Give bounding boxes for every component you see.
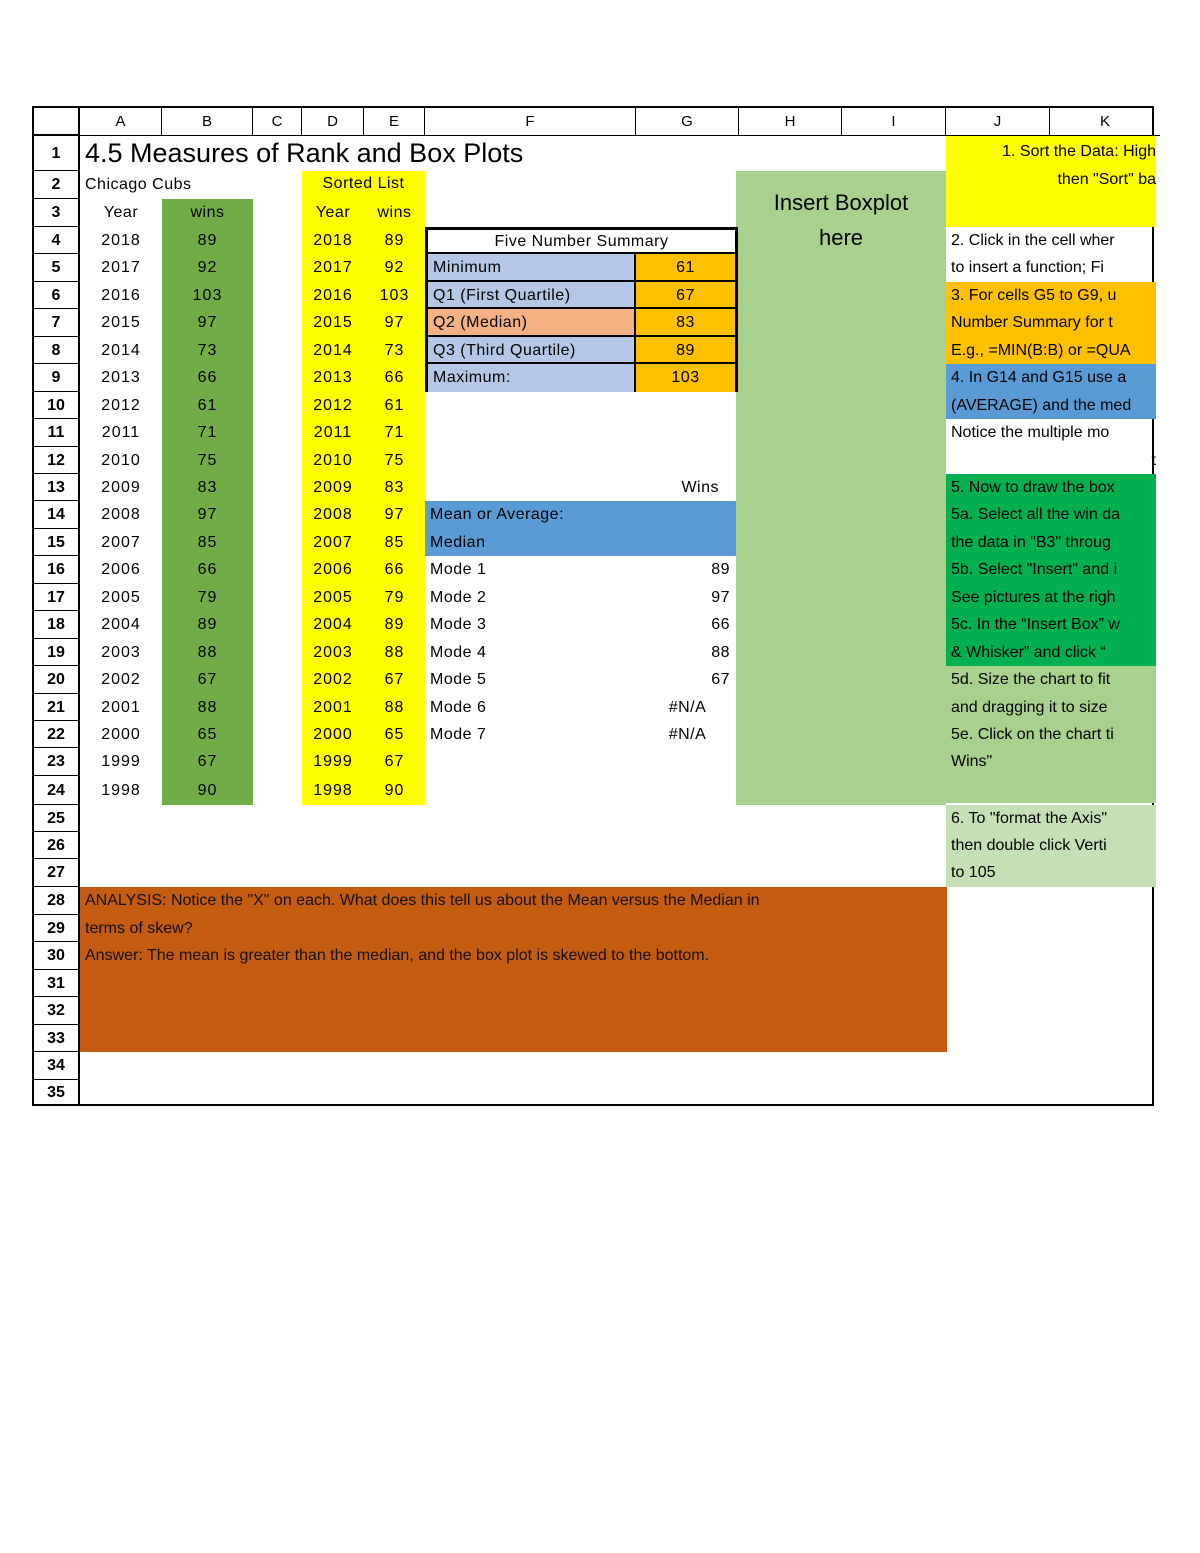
boxplot-placeholder-line2[interactable]: here	[818, 225, 864, 250]
row-header[interactable]: 21	[34, 694, 80, 721]
wins-cell[interactable]: 73	[197, 342, 218, 359]
instruction-line[interactable]: 2. Click in the cell wher	[951, 232, 1115, 249]
sorted-wins-cell[interactable]: 61	[384, 397, 405, 414]
sorted-year-cell[interactable]: 2001	[313, 699, 353, 716]
column-header-H[interactable]: H	[739, 108, 842, 136]
mode-value[interactable]: 89	[711, 561, 730, 578]
year-cell[interactable]: 2013	[101, 369, 141, 386]
sorted-wins-cell[interactable]: 85	[384, 534, 405, 551]
instruction-line[interactable]: to insert a function; Fi	[951, 259, 1104, 276]
instruction-line[interactable]: Number Summary for t	[951, 314, 1113, 331]
sorted-wins-cell[interactable]: 67	[384, 753, 405, 770]
wins-cell[interactable]: 89	[197, 616, 218, 633]
wins-cell[interactable]: 79	[197, 589, 218, 606]
column-header-C[interactable]: C	[253, 108, 302, 136]
sorted-year-cell[interactable]: 2002	[313, 671, 353, 688]
summary-label[interactable]: Q3 (Third Quartile)	[428, 337, 636, 364]
mode-label[interactable]: Mode 1	[430, 561, 487, 578]
instruction-line[interactable]: 5b. Select "Insert" and i	[951, 561, 1118, 578]
year-cell[interactable]: 2002	[101, 671, 141, 688]
instruction-line[interactable]: 5d. Size the chart to fit	[951, 671, 1111, 688]
row-header[interactable]: 22	[34, 721, 80, 748]
instruction-line[interactable]: 1. Sort the Data: High	[1002, 143, 1156, 160]
sorted-list-label[interactable]: Sorted List	[322, 175, 405, 192]
sorted-year-cell[interactable]: 2003	[313, 644, 353, 661]
year-cell[interactable]: 2001	[101, 699, 141, 716]
year-cell[interactable]: 1999	[101, 753, 141, 770]
wins-cell[interactable]: 66	[197, 561, 218, 578]
row-header[interactable]: 32	[34, 997, 80, 1025]
row-header[interactable]: 28	[34, 887, 80, 915]
sorted-wins-cell[interactable]: 92	[384, 259, 405, 276]
sorted-wins-cell[interactable]: 89	[384, 232, 405, 249]
wins-cell[interactable]: 85	[197, 534, 218, 551]
row-header[interactable]: 19	[34, 639, 80, 666]
mode-label[interactable]: Mode 4	[430, 644, 487, 661]
instruction-line[interactable]: E.g., =MIN(B:B) or =QUA	[951, 342, 1131, 359]
row-header[interactable]: 10	[34, 392, 80, 419]
summary-value[interactable]: 67	[636, 282, 735, 309]
year-cell[interactable]: 2012	[101, 397, 141, 414]
five-number-summary-header[interactable]: Five Number Summary	[428, 230, 735, 254]
instruction-line[interactable]: then "Sort" ba	[1057, 171, 1156, 188]
row-header[interactable]: 2	[34, 171, 80, 199]
mode-label[interactable]: Mode 7	[430, 726, 487, 743]
wins-cell[interactable]: 97	[197, 314, 218, 331]
year-cell[interactable]: 2005	[101, 589, 141, 606]
row-header[interactable]: 3	[34, 199, 80, 227]
wins-cell[interactable]: 61	[197, 397, 218, 414]
wins-cell[interactable]: 103	[192, 287, 223, 304]
column-header-E[interactable]: E	[364, 108, 425, 136]
sorted-wins-cell[interactable]: 75	[384, 452, 405, 469]
row-header[interactable]: 6	[34, 282, 80, 309]
summary-label[interactable]: Q1 (First Quartile)	[428, 282, 636, 309]
row-header[interactable]: 29	[34, 915, 80, 942]
row-header[interactable]: 26	[34, 832, 80, 859]
row-header[interactable]: 5	[34, 254, 80, 282]
column-header-F[interactable]: F	[425, 108, 636, 136]
sorted-wins-cell[interactable]: 79	[384, 589, 405, 606]
sorted-year-cell[interactable]: 1998	[313, 782, 353, 799]
row-header[interactable]: 18	[34, 611, 80, 639]
analysis-question-cont[interactable]: terms of skew?	[85, 920, 193, 937]
row-header[interactable]: 20	[34, 666, 80, 694]
wins-column-label[interactable]: Wins	[681, 479, 719, 496]
instruction-line[interactable]: the data in "B3" throug	[951, 534, 1111, 551]
instruction-line[interactable]: and dragging it to size	[951, 699, 1108, 716]
year-cell[interactable]: 2000	[101, 726, 141, 743]
year-cell[interactable]: 2010	[101, 452, 141, 469]
sorted-year-cell[interactable]: 2014	[313, 342, 353, 359]
summary-value[interactable]: 103	[636, 364, 735, 392]
instruction-line[interactable]: 5c. In the “Insert Box” w	[951, 616, 1120, 633]
row-header[interactable]: 30	[34, 942, 80, 970]
year-cell[interactable]: 2003	[101, 644, 141, 661]
row-header[interactable]: 23	[34, 748, 80, 776]
corner-cell[interactable]	[34, 108, 80, 136]
row-header[interactable]: 16	[34, 556, 80, 584]
year-cell[interactable]: 2006	[101, 561, 141, 578]
year-cell[interactable]: 2007	[101, 534, 141, 551]
column-header-K[interactable]: K	[1050, 108, 1160, 136]
row-header[interactable]: 13	[34, 474, 80, 501]
wins-cell[interactable]: 88	[197, 699, 218, 716]
sorted-wins-cell[interactable]: 66	[384, 369, 405, 386]
year-cell[interactable]: 2016	[101, 287, 141, 304]
analysis-question[interactable]: ANALYSIS: Notice the "X" on each. What does this tell us about the Mean versus the Median in	[85, 892, 760, 909]
mode-value[interactable]: #N/A	[668, 699, 707, 716]
row-header[interactable]: 17	[34, 584, 80, 611]
mode-label[interactable]: Mode 2	[430, 589, 487, 606]
mode-label[interactable]: Mode 3	[430, 616, 487, 633]
boxplot-placeholder-fill	[736, 171, 946, 805]
column-header-D[interactable]: D	[302, 108, 364, 136]
sorted-wins-cell[interactable]: 88	[384, 644, 405, 661]
row-header[interactable]: 7	[34, 309, 80, 337]
year-cell[interactable]: 2004	[101, 616, 141, 633]
sorted-year-cell[interactable]: 2016	[313, 287, 353, 304]
sorted-year-header[interactable]: Year	[315, 204, 351, 221]
column-header-J[interactable]: J	[946, 108, 1050, 136]
summary-label[interactable]: Minimum	[428, 254, 636, 282]
instruction-line[interactable]: 5e. Click on the chart ti	[951, 726, 1114, 743]
wins-cell[interactable]: 83	[197, 479, 218, 496]
sorted-year-cell[interactable]: 2000	[313, 726, 353, 743]
instruction-line[interactable]: then double click Verti	[951, 837, 1107, 854]
instruction-line[interactable]: 3. For cells G5 to G9, u	[951, 287, 1117, 304]
summary-value[interactable]: 83	[636, 309, 735, 337]
column-header-B[interactable]: B	[162, 108, 253, 136]
row-header[interactable]: 33	[34, 1025, 80, 1052]
sorted-wins-cell[interactable]: 83	[384, 479, 405, 496]
sorted-wins-cell[interactable]: 90	[384, 782, 405, 799]
analysis-answer[interactable]: Answer: The mean is greater than the median, and the box plot is skewed to the bottom.	[85, 947, 710, 964]
mode-label[interactable]: Mode 5	[430, 671, 487, 688]
summary-label[interactable]: Maximum:	[428, 364, 636, 392]
sorted-wins-header[interactable]: wins	[377, 204, 412, 221]
sorted-year-cell[interactable]: 2010	[313, 452, 353, 469]
sorted-year-cell[interactable]: 2007	[313, 534, 353, 551]
instruction-line[interactable]: (AVERAGE) and the med	[951, 397, 1132, 414]
year-cell[interactable]: 2015	[101, 314, 141, 331]
instruction-line[interactable]: Notice the multiple mo	[951, 424, 1110, 441]
year-cell[interactable]: 2014	[101, 342, 141, 359]
year-cell[interactable]: 2008	[101, 506, 141, 523]
year-cell[interactable]: 2017	[101, 259, 141, 276]
sorted-wins-cell[interactable]: 103	[379, 287, 410, 304]
mode-value[interactable]: #N/A	[668, 726, 707, 743]
sorted-year-cell[interactable]: 2009	[313, 479, 353, 496]
sorted-wins-cell[interactable]: 97	[384, 506, 405, 523]
year-header[interactable]: Year	[103, 204, 139, 221]
wins-cell[interactable]: 89	[197, 232, 218, 249]
instruction-line[interactable]: 6. To "format the Axis"	[951, 810, 1108, 827]
summary-value[interactable]: 61	[636, 254, 735, 282]
row-header[interactable]: 8	[34, 337, 80, 364]
row-header[interactable]: 15	[34, 529, 80, 556]
sorted-year-cell[interactable]: 2015	[313, 314, 353, 331]
year-cell[interactable]: 2011	[101, 424, 141, 441]
row-header[interactable]: 25	[34, 805, 80, 832]
sorted-wins-cell[interactable]: 66	[384, 561, 405, 578]
wins-cell[interactable]: 92	[197, 259, 218, 276]
sorted-year-cell[interactable]: 2005	[313, 589, 353, 606]
wins-cell[interactable]: 67	[197, 671, 218, 688]
row-header[interactable]: 35	[34, 1080, 80, 1106]
summary-value[interactable]: 89	[636, 337, 735, 364]
wins-cell[interactable]: 65	[197, 726, 218, 743]
row-header[interactable]: 11	[34, 419, 80, 447]
wins-cell[interactable]: 88	[197, 644, 218, 661]
sorted-wins-cell[interactable]: 89	[384, 616, 405, 633]
row-header[interactable]: 1	[34, 136, 80, 171]
column-header-A[interactable]: A	[80, 108, 162, 136]
sorted-wins-cell[interactable]: 67	[384, 671, 405, 688]
row-header[interactable]: 9	[34, 364, 80, 392]
sorted-year-cell[interactable]: 2006	[313, 561, 353, 578]
mode-label[interactable]: Mode 6	[430, 699, 487, 716]
sorted-wins-cell[interactable]: 97	[384, 314, 405, 331]
instruction-line[interactable]: 5a. Select all the win da	[951, 506, 1120, 523]
wins-cell[interactable]: 66	[197, 369, 218, 386]
sorted-year-cell[interactable]: 2008	[313, 506, 353, 523]
sorted-wins-cell[interactable]: 88	[384, 699, 405, 716]
year-cell[interactable]: 2009	[101, 479, 141, 496]
sorted-year-cell[interactable]: 1999	[313, 753, 353, 770]
mode-value[interactable]: 66	[711, 616, 730, 633]
instruction-line[interactable]: 5. Now to draw the box	[951, 479, 1115, 496]
row-header[interactable]: 27	[34, 859, 80, 887]
sorted-year-cell[interactable]: 2018	[313, 232, 353, 249]
median-label[interactable]: Median	[430, 534, 486, 551]
instruction-line[interactable]: Wins"	[951, 753, 993, 770]
instruction-line[interactable]: & Whisker” and click “	[951, 644, 1106, 661]
mode-value[interactable]: 97	[711, 589, 730, 606]
row-header[interactable]: 4	[34, 227, 80, 254]
row-header[interactable]: 24	[34, 776, 80, 805]
sorted-wins-cell[interactable]: 73	[384, 342, 405, 359]
year-cell[interactable]: 2018	[101, 232, 141, 249]
mode-value[interactable]: 88	[711, 644, 730, 661]
column-header-G[interactable]: G	[636, 108, 739, 136]
sorted-year-cell[interactable]: 2012	[313, 397, 353, 414]
wins-header[interactable]: wins	[190, 204, 225, 221]
wins-cell[interactable]: 67	[197, 753, 218, 770]
summary-label[interactable]: Q2 (Median)	[428, 309, 636, 337]
sorted-year-cell[interactable]: 2017	[313, 259, 353, 276]
column-header-I[interactable]: I	[842, 108, 946, 136]
wins-cell[interactable]: 90	[197, 782, 218, 799]
sorted-year-cell[interactable]: 2013	[313, 369, 353, 386]
instruction-line[interactable]: to 105	[951, 864, 996, 881]
row-header[interactable]: 31	[34, 970, 80, 997]
sheet-title[interactable]: 4.5 Measures of Rank and Box Plots	[85, 138, 524, 168]
instruction-line[interactable]: 4. In G14 and G15 use a	[951, 369, 1127, 386]
boxplot-placeholder-line1[interactable]: Insert Boxplot	[773, 190, 909, 215]
instruction-line[interactable]: t	[1151, 452, 1156, 469]
wins-cell[interactable]: 71	[197, 424, 218, 441]
row-header[interactable]: 12	[34, 447, 80, 474]
sorted-year-cell[interactable]: 2004	[313, 616, 353, 633]
sorted-year-cell[interactable]: 2011	[313, 424, 353, 441]
wins-cell[interactable]: 75	[197, 452, 218, 469]
sorted-wins-cell[interactable]: 65	[384, 726, 405, 743]
row-header[interactable]: 14	[34, 501, 80, 529]
mean-label[interactable]: Mean or Average:	[430, 506, 565, 523]
team-name[interactable]: Chicago Cubs	[85, 176, 192, 193]
spreadsheet-grid[interactable]	[32, 106, 1154, 1106]
mode-value[interactable]: 67	[711, 671, 730, 688]
sorted-wins-cell[interactable]: 71	[384, 424, 405, 441]
wins-cell[interactable]: 97	[197, 506, 218, 523]
instruction-line[interactable]: See pictures at the righ	[951, 589, 1116, 606]
row-header[interactable]: 34	[34, 1052, 80, 1080]
year-cell[interactable]: 1998	[101, 782, 141, 799]
